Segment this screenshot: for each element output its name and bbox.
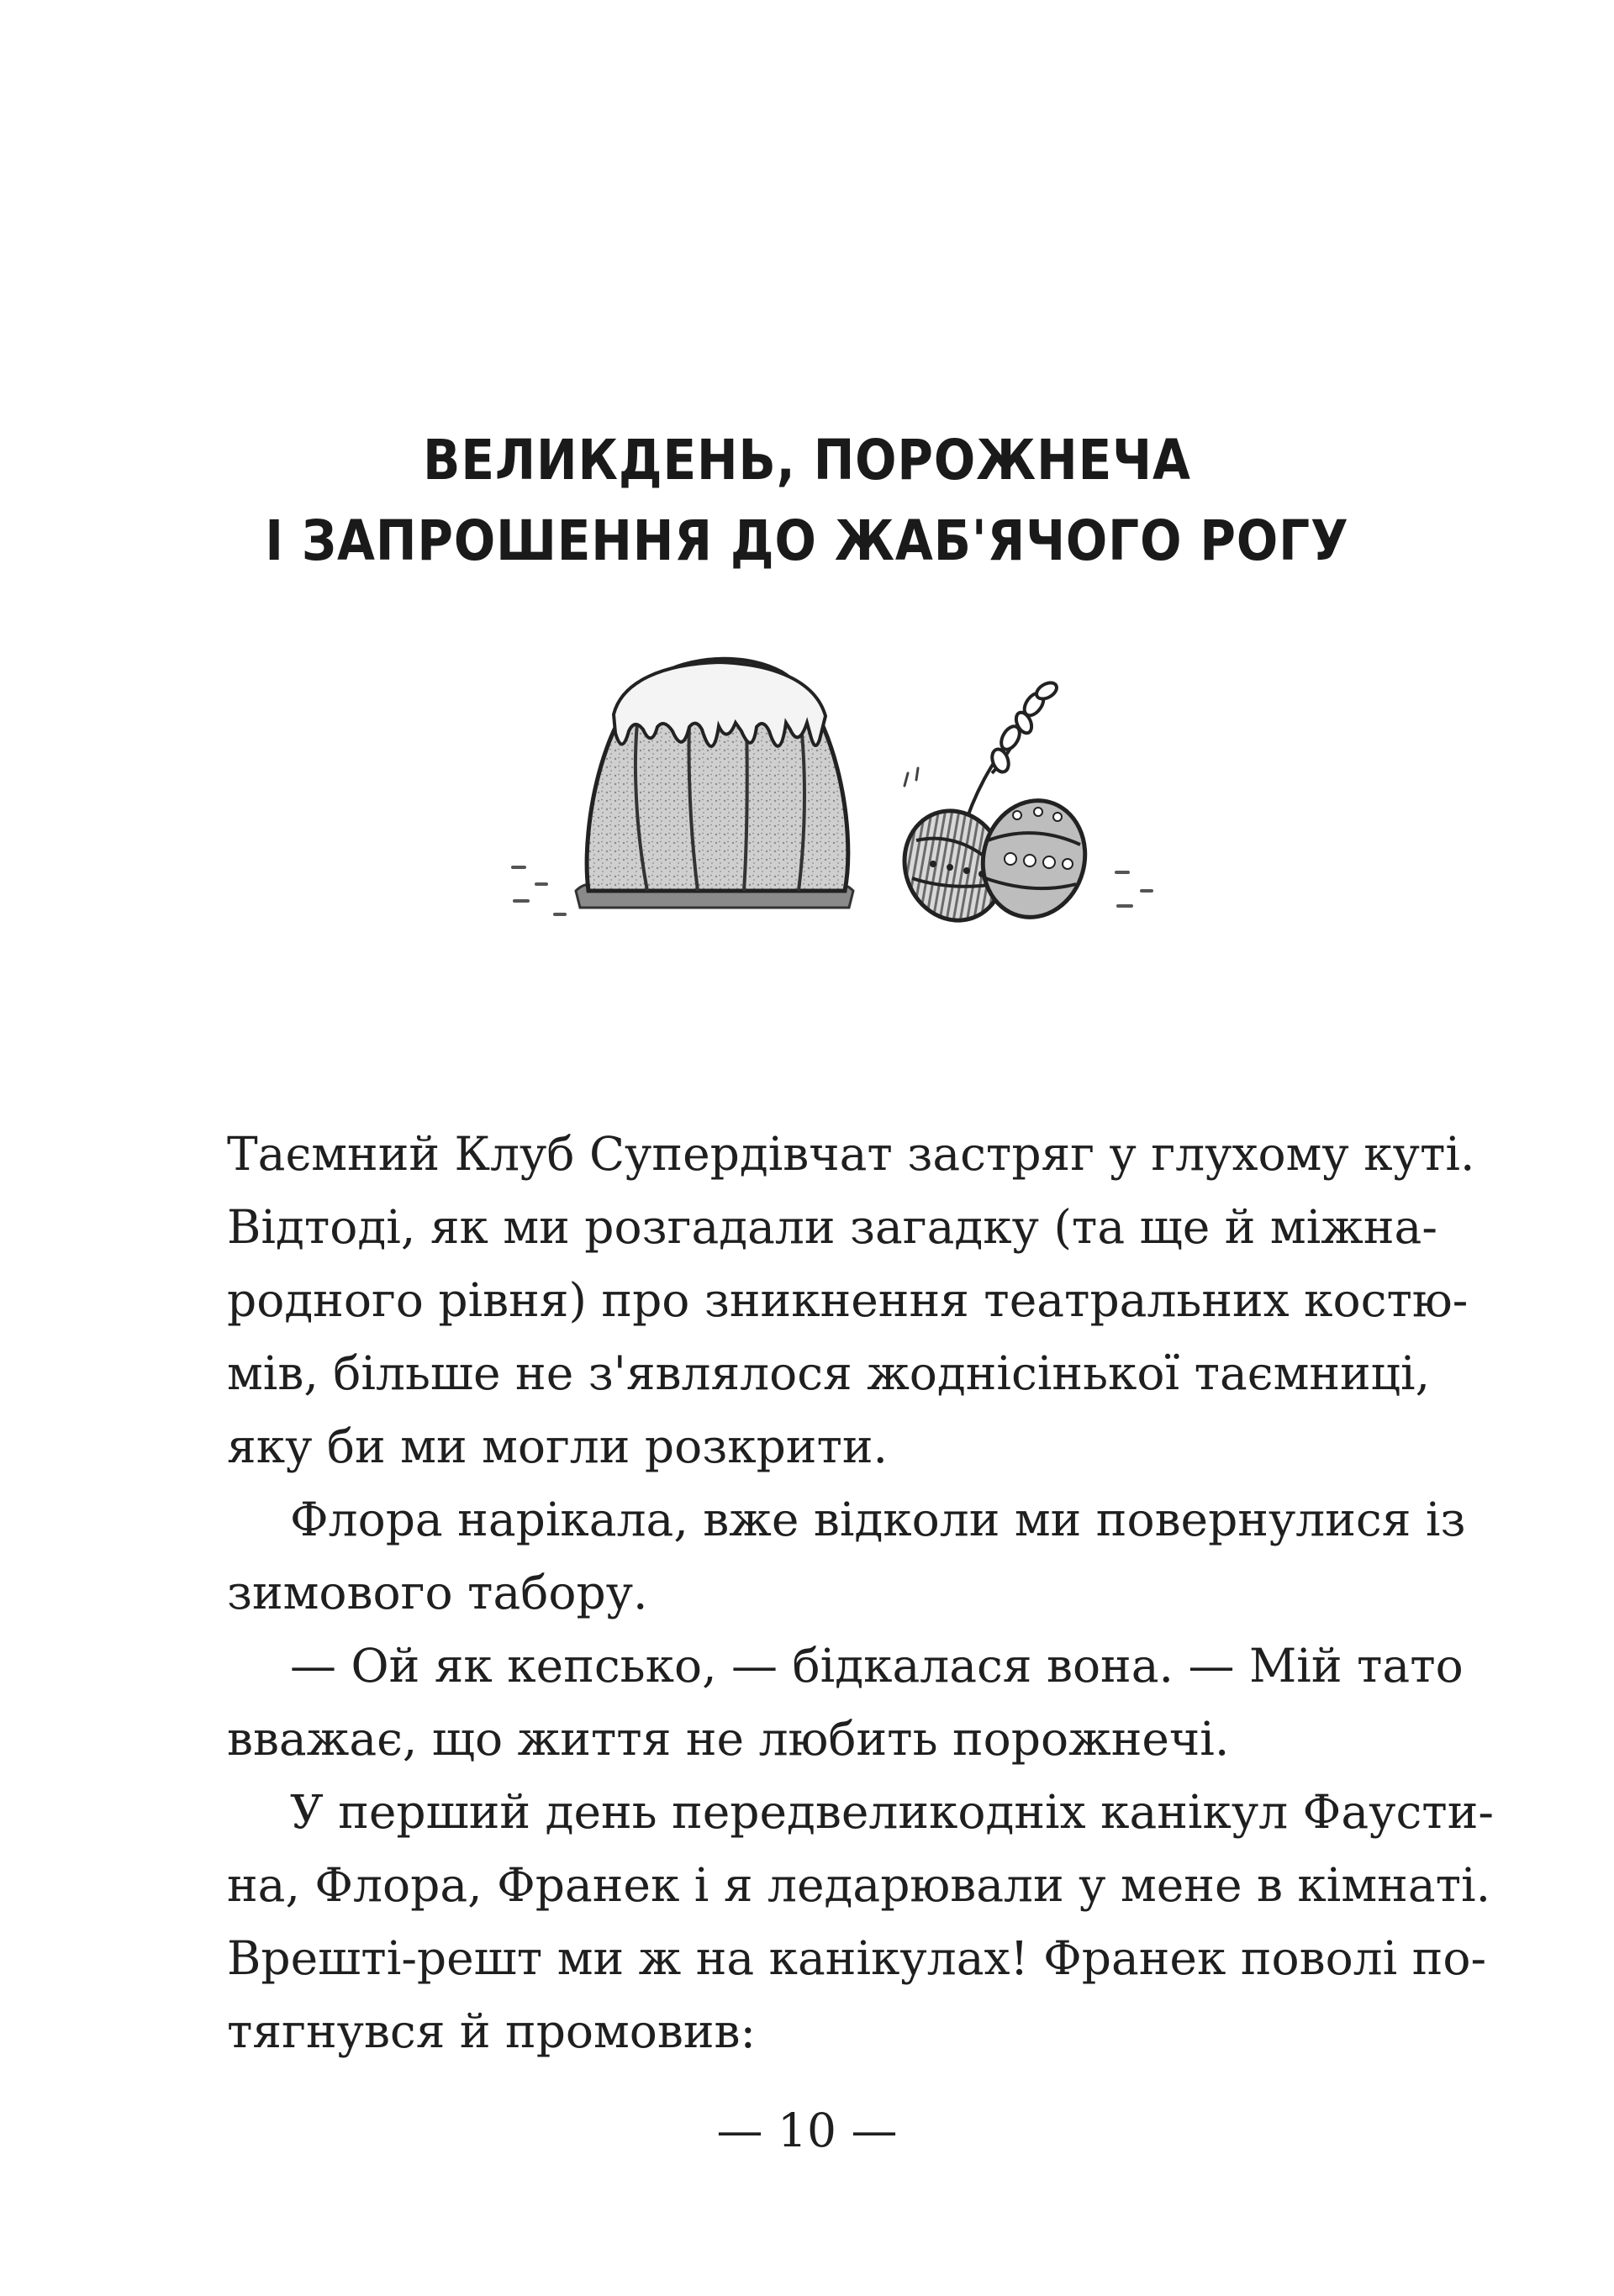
text-line: Відтоді, як ми розгадали загадку (та ще й міжна- <box>227 1200 1437 1254</box>
page-number: — 10 — <box>716 2104 898 2157</box>
text-line: вважає, що життя не любить порожнечі. <box>227 1712 1230 1766</box>
body-text <box>227 1118 1494 2068</box>
text-line: Врешті-решт ми ж на канікулах! Франек поволі по- <box>227 1931 1487 1985</box>
text-line: — Ой як кепсько, — бідкалася вона. — Мій тато <box>290 1639 1464 1693</box>
text-line: яку би ми могли розкрити. <box>227 1419 889 1473</box>
text-line: на, Флора, Франек і я ледарювали у мене в кімнаті. <box>227 1858 1491 1912</box>
text-line: У перший день передвеликодніх канікул Фаусти- <box>290 1785 1494 1839</box>
chapter-title-line-2: І ЗАПРОШЕННЯ ДО ЖАБ'ЯЧОГО РОГУ <box>265 508 1349 573</box>
text-line: зимового табору. <box>227 1566 648 1619</box>
ground-dashes-left <box>513 867 565 914</box>
text-line: Флора нарікала, вже відколи ми повернулися із <box>290 1493 1466 1546</box>
text-line: тягнувся й промовив: <box>227 2004 757 2058</box>
text-line: мів, більше не з'являлося жоднісінької таємниці, <box>227 1346 1431 1400</box>
ground-dashes-right <box>1116 872 1152 906</box>
easter-cake-and-eggs-illustration <box>496 639 1185 941</box>
chapter-title-line-1: ВЕЛИКДЕНЬ, ПОРОЖНЕЧА <box>423 428 1191 492</box>
chapter-title <box>97 420 1517 582</box>
text-line: родного рівня) про зникнення театральних костю- <box>227 1273 1469 1327</box>
text-line: Таємний Клуб Супердівчат застряг у глухому куті. <box>227 1127 1475 1181</box>
